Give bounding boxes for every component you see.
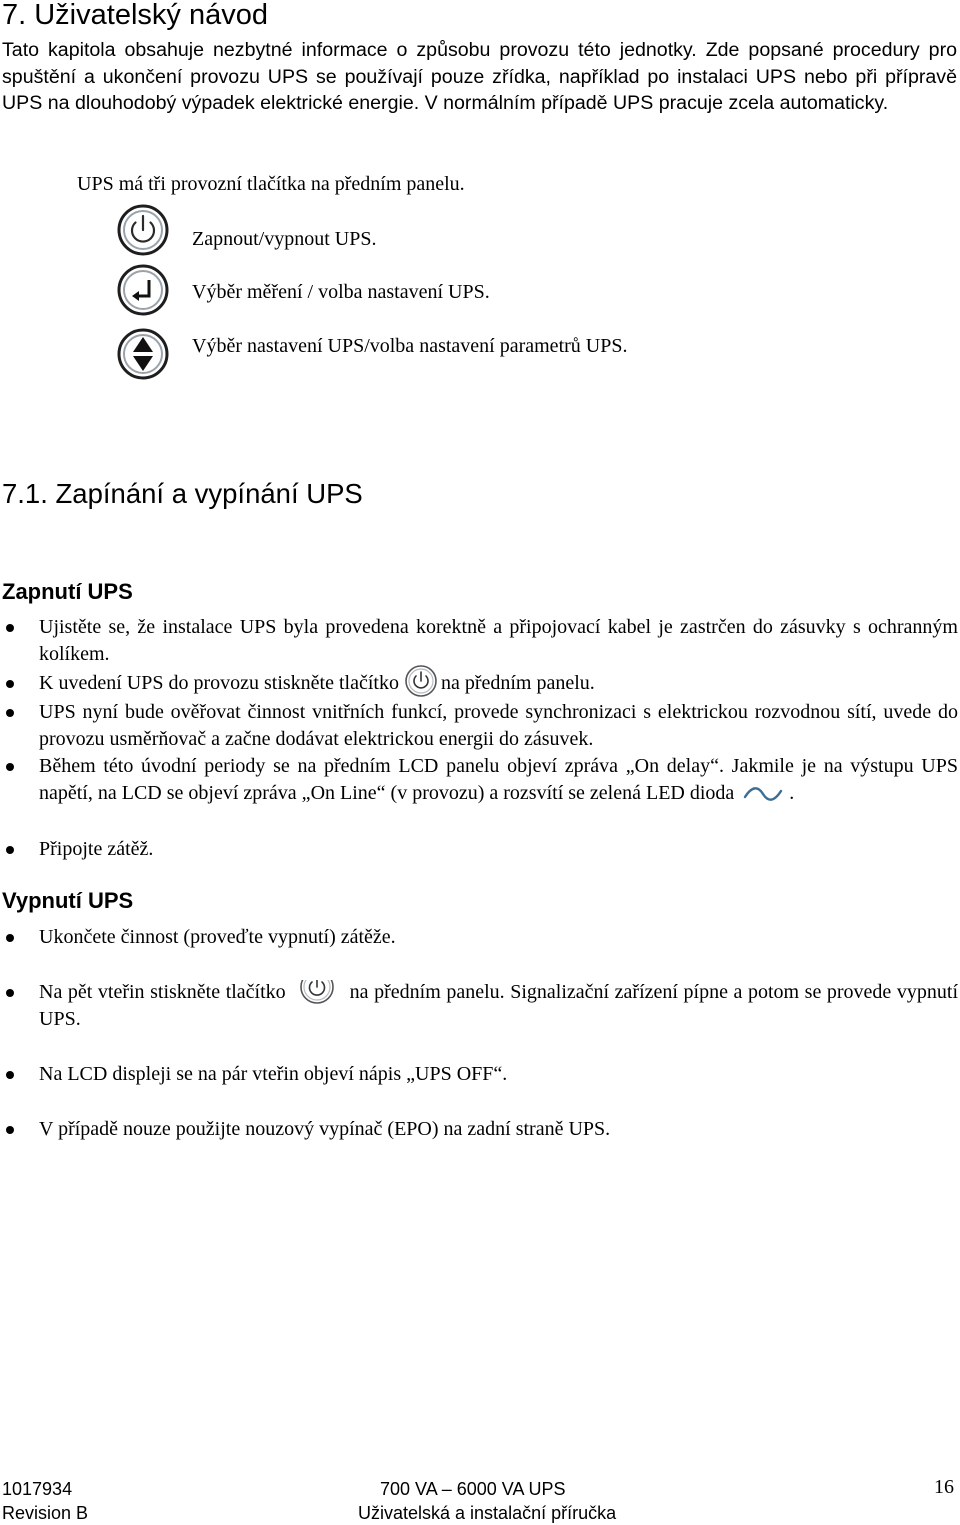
sine-wave-icon — [743, 784, 783, 804]
button-label-enter: Výběr měření / volba nastavení UPS. — [192, 281, 490, 303]
button-label-power: Zapnout/vypnout UPS. — [192, 228, 377, 250]
power-off-title: Vypnutí UPS — [2, 888, 134, 913]
list-item-text: K uvedení UPS do provozu stiskněte tlačítko na předním panelu. — [39, 670, 958, 698]
footer-doc-number: 1017934 — [2, 1479, 73, 1499]
bullet — [6, 680, 14, 688]
list-item — [0, 924, 958, 951]
list-item-text: Během této úvodní periody se na předním LCD panelu objeví zpráva „On delay“. Jakmile je na výstupu UPS napětí, na LCD se objeví zpráva „On Line“ (v provozu) a rozsvítí se zelená LED dioda . — [39, 755, 958, 804]
bullet — [6, 1126, 14, 1134]
power-on-title: Zapnutí UPS — [2, 579, 133, 604]
list-item — [0, 1116, 958, 1143]
button-label-updown: Výběr nastavení UPS/volba nastavení parametrů UPS. — [192, 335, 628, 357]
button-row-power — [116, 203, 716, 257]
footer-revision: Revision B — [2, 1503, 89, 1523]
list-item — [0, 670, 958, 698]
list-item-text: Na LCD displeji se na pár vteřin objeví nápis „UPS OFF“. — [39, 1063, 508, 1085]
list-item — [0, 614, 958, 667]
list-item — [0, 1061, 958, 1088]
list-item-text: Na pět vteřin stiskněte tlačítko na předním panelu. Signalizační zařízení pípne a potom se provede vypnutí UPS. — [39, 979, 958, 1033]
bullet — [6, 934, 14, 942]
bullet — [6, 1071, 14, 1079]
bullet — [6, 709, 14, 717]
buttons-intro: UPS má tři provozní tlačítka na předním panelu. — [77, 173, 465, 195]
list-item-text: Ukončete činnost (proveďte vypnutí) zátěže. — [39, 926, 396, 948]
section-title: 7.1. Zapínání a vypínání UPS — [2, 478, 363, 509]
bullet — [6, 846, 14, 854]
list-item-text: Připojte zátěž. — [39, 838, 154, 860]
list-item — [0, 699, 958, 752]
list-item-text: V případě nouze použijte nouzový vypínač (EPO) na zadní straně UPS. — [39, 1118, 611, 1140]
chapter-title: 7. Uživatelský návod — [2, 0, 268, 31]
list-item — [0, 979, 958, 1033]
footer-product: 700 VA – 6000 VA UPS — [380, 1479, 566, 1499]
button-row-updown — [116, 325, 736, 383]
power-icon — [116, 203, 170, 257]
bullet — [6, 989, 14, 997]
bullet — [6, 763, 14, 771]
up-down-icon — [116, 325, 170, 383]
intro-paragraph: Tato kapitola obsahuje nezbytné informace o způsobu provozu této jednotky. Zde popsané procedury pro spuštění a ukončení provozu UPS se používají pouze zřídka, například po instalaci UPS nebo při přípravě UPS na dlouhodobý výpadek elektrické energie. V normálním případě UPS pracuje zcela automaticky. — [2, 39, 957, 115]
power-icon — [402, 664, 440, 698]
list-item-text: Ujistěte se, že instalace UPS byla provedena korektně a připojovací kabel je zastrčen do zásuvky s ochranným kolíkem. — [39, 616, 958, 665]
bullet — [6, 624, 14, 632]
power-icon — [290, 980, 346, 1006]
enter-icon — [116, 263, 170, 317]
list-item — [0, 836, 958, 863]
page-number: 16 — [934, 1476, 954, 1498]
list-item-text: UPS nyní bude ověřovat činnost vnitřních funkcí, provede synchronizaci s elektrickou rozvodnou sítí, uvede do provozu usměrňovač a začne dodávat elektrickou energii do zásuvek. — [39, 701, 958, 750]
button-row-enter — [116, 263, 716, 317]
footer-manual-title: Uživatelská a instalační příručka — [358, 1503, 617, 1523]
list-item — [0, 753, 958, 806]
